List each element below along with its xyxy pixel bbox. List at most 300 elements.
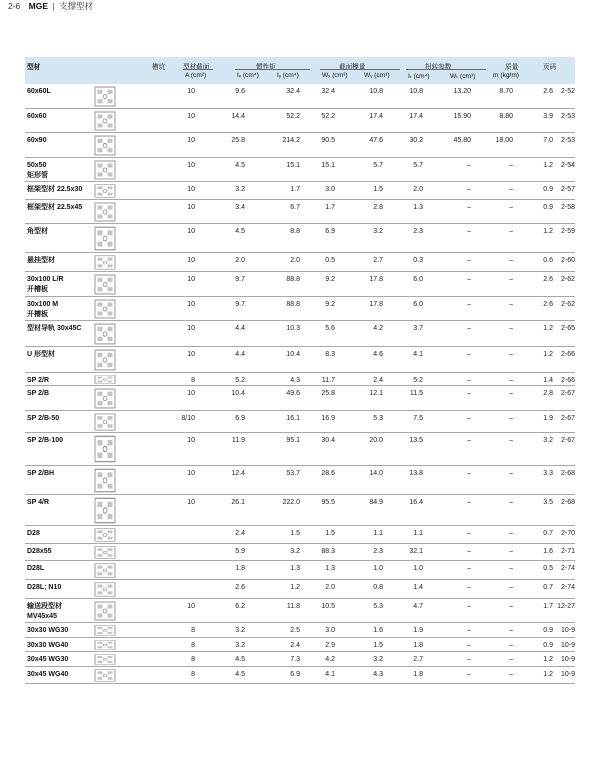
cell-a: 14.4 xyxy=(231,113,245,120)
cell-m: 3.3 xyxy=(543,470,553,477)
torsion-group-rule xyxy=(406,69,486,70)
profile-sp2r-icon xyxy=(94,375,116,386)
cell-page: 2-58 xyxy=(560,204,575,211)
cell-ix: 88.8 xyxy=(286,301,300,308)
cell-wt: – xyxy=(509,565,513,572)
cell-wt: – xyxy=(509,276,513,283)
cell-m: 0.9 xyxy=(543,642,553,649)
profile-name-line: 30x30 WG30 xyxy=(27,627,69,634)
section-title: 支撑型材 xyxy=(59,1,94,11)
cell-wt: – xyxy=(509,257,513,264)
profile-sp4r-icon xyxy=(94,497,116,526)
cell-iy: 32.4 xyxy=(321,88,335,95)
profile-d28l-n10-icon xyxy=(94,582,116,599)
cell-wt: – xyxy=(509,228,513,235)
table-row xyxy=(25,466,575,495)
cell-wx: 17.8 xyxy=(369,276,383,283)
profile-name-line: 矩形管 xyxy=(27,172,48,179)
cell-page: 10-9 xyxy=(560,671,575,678)
table-row xyxy=(25,638,575,652)
cell-ix: 222.0 xyxy=(282,499,300,506)
cell-ix: 8.8 xyxy=(290,228,300,235)
cell-page: 10-9 xyxy=(560,642,575,649)
table-row xyxy=(25,253,575,272)
cell-page: 2-66 xyxy=(560,377,575,384)
table-row xyxy=(25,495,575,526)
profile-name xyxy=(27,414,59,424)
cell-ix: 2.5 xyxy=(290,627,300,634)
cell-m: 1.2 xyxy=(543,656,553,663)
cell-it: – xyxy=(467,186,471,193)
profile-d28x55-icon xyxy=(94,546,116,561)
profile-name xyxy=(27,300,58,320)
cell-ix: 53.7 xyxy=(286,470,300,477)
profile-name-line: D28L xyxy=(27,565,45,572)
cell-it: – xyxy=(467,301,471,308)
cell-iy: 4.1 xyxy=(325,671,335,678)
header-mass: m (kg/m) xyxy=(493,72,520,79)
table-row xyxy=(25,411,575,433)
cell-it: – xyxy=(467,548,471,555)
cell-wy: 1.8 xyxy=(413,642,423,649)
header-wy: Wᵧ (cm³) xyxy=(364,72,390,79)
profile-name-line: 框架型材 22.5x45 xyxy=(27,204,83,211)
cell-m: 0.7 xyxy=(543,530,553,537)
cell-wy: 13.5 xyxy=(409,437,423,444)
profile-60x90-icon xyxy=(94,135,116,158)
cell-slot: 8 xyxy=(191,642,195,649)
cell-iy: 5.6 xyxy=(325,325,335,332)
cell-wx: 1.6 xyxy=(373,627,383,634)
cell-it: – xyxy=(467,671,471,678)
cell-wt: – xyxy=(509,584,513,591)
cell-wt: 8.70 xyxy=(499,88,513,95)
profile-sp2bh-icon xyxy=(94,468,116,495)
cell-page: 2-62 xyxy=(560,276,575,283)
cell-it: 15.90 xyxy=(453,113,471,120)
cell-wy: 5.2 xyxy=(413,377,423,384)
table-row xyxy=(25,667,575,684)
cell-iy: 10.5 xyxy=(321,603,335,610)
cell-wt: – xyxy=(509,530,513,537)
cell-wy: 2.3 xyxy=(413,228,423,235)
cell-wy: 16.4 xyxy=(409,499,423,506)
cell-wy: 11.5 xyxy=(409,390,423,397)
header-inertia-group: 惯性矩 xyxy=(256,64,276,71)
cell-wx: 4.3 xyxy=(373,671,383,678)
cell-slot: 10 xyxy=(187,88,195,95)
cell-page: 2-71 xyxy=(560,548,575,555)
cell-slot: 10 xyxy=(187,228,195,235)
cell-wt: – xyxy=(509,415,513,422)
table-row xyxy=(25,386,575,411)
cell-wy: 1.3 xyxy=(413,204,423,211)
cell-wx: 5.7 xyxy=(373,162,383,169)
table-row xyxy=(25,580,575,599)
cell-wy: 4.7 xyxy=(413,603,423,610)
cell-slot: 10 xyxy=(187,162,195,169)
cell-page: 2-67 xyxy=(560,415,575,422)
profile-name xyxy=(27,529,40,539)
cell-iy: 1.5 xyxy=(325,530,335,537)
cell-wx: 2.8 xyxy=(373,204,383,211)
cell-page: 2-57 xyxy=(560,186,575,193)
profile-name-line: U 形型材 xyxy=(27,351,55,358)
cell-wt: – xyxy=(509,642,513,649)
cell-a: 5.9 xyxy=(235,548,245,555)
cell-iy: 11.7 xyxy=(321,377,335,384)
cell-it: – xyxy=(467,162,471,169)
profile-name-line: 悬挂型材 xyxy=(27,257,55,264)
cell-iy: 8.3 xyxy=(325,351,335,358)
header-wt: Wₜ (cm³) xyxy=(450,73,476,80)
profile-name-line: D28 xyxy=(27,530,40,537)
cell-a: 26.1 xyxy=(231,499,245,506)
cell-wy: 7.5 xyxy=(413,415,423,422)
profile-name xyxy=(27,161,48,181)
cell-wy: 13.8 xyxy=(409,470,423,477)
cell-wt: – xyxy=(509,499,513,506)
cell-m: 0.9 xyxy=(543,186,553,193)
cell-a: 9.6 xyxy=(235,88,245,95)
cell-ix: 15.1 xyxy=(286,162,300,169)
cell-slot: 10 xyxy=(187,325,195,332)
table-row xyxy=(25,158,575,182)
profile-rail-30x45c-icon xyxy=(94,323,116,347)
cell-wy: 1.0 xyxy=(413,565,423,572)
profile-frame-22-5x30-icon xyxy=(94,184,116,200)
cell-ix: 52.2 xyxy=(286,113,300,120)
header-wx: Wₓ (cm³) xyxy=(322,72,348,79)
table-row xyxy=(25,224,575,253)
cell-m: 1.6 xyxy=(543,548,553,555)
profile-name xyxy=(27,389,49,399)
cell-wy: 30.2 xyxy=(409,137,423,144)
profile-name-line: 开槽板 xyxy=(27,311,48,318)
cell-wt: – xyxy=(509,470,513,477)
cell-page: 2-53 xyxy=(560,137,575,144)
profile-30x30-wg40-icon xyxy=(94,640,116,652)
cell-wy: 6.0 xyxy=(413,276,423,283)
profile-50x50-tube-icon xyxy=(94,160,116,182)
cell-wy: 32.1 xyxy=(409,548,423,555)
cell-slot: 10 xyxy=(187,137,195,144)
table-row xyxy=(25,561,575,580)
cell-wt: – xyxy=(509,603,513,610)
table-row xyxy=(25,623,575,638)
profile-60x60-icon xyxy=(94,111,116,133)
cell-wt: – xyxy=(509,627,513,634)
profile-name-line: 开槽板 xyxy=(27,286,48,293)
cell-wt: – xyxy=(509,301,513,308)
cell-it: – xyxy=(467,499,471,506)
profile-frame-22-5x45-icon xyxy=(94,202,116,224)
cell-wx: 0.8 xyxy=(373,584,383,591)
cell-m: 2.6 xyxy=(543,276,553,283)
cell-wy: 17.4 xyxy=(409,113,423,120)
profile-name-line: 30x100 L/R xyxy=(27,276,64,283)
cell-ix: 88.8 xyxy=(286,276,300,283)
header-iy: Iᵧ (cm⁴) xyxy=(277,72,299,79)
profile-name-line: SP 2/B xyxy=(27,390,50,397)
cell-a: 5.2 xyxy=(235,377,245,384)
cell-slot: 10 xyxy=(187,499,195,506)
cell-wx: 4.6 xyxy=(373,351,383,358)
cell-it: – xyxy=(467,437,471,444)
cell-slot: 10 xyxy=(187,351,195,358)
cell-ix: 16.1 xyxy=(286,415,300,422)
cell-it: – xyxy=(467,257,471,264)
cell-iy: 6.9 xyxy=(325,228,335,235)
cell-wy: 0.3 xyxy=(413,257,423,264)
cell-ix: 2.4 xyxy=(290,642,300,649)
cell-wy: 1.8 xyxy=(413,671,423,678)
profile-name xyxy=(27,376,49,386)
profile-name-line: 60x60L xyxy=(27,88,51,95)
cell-a: 3.4 xyxy=(235,204,245,211)
page-number: 2-6 xyxy=(8,1,21,11)
cell-wy: 10.8 xyxy=(409,88,423,95)
profile-name xyxy=(27,324,81,334)
header-torsion-group: 扭转参数 xyxy=(425,64,452,71)
cell-wt: – xyxy=(509,186,513,193)
section-modulus-group-rule xyxy=(320,69,400,70)
profile-name xyxy=(27,547,52,557)
cell-wy: 2.0 xyxy=(413,186,423,193)
cell-a: 9.7 xyxy=(235,301,245,308)
cell-it: – xyxy=(467,470,471,477)
cell-wx: 2.7 xyxy=(373,257,383,264)
profile-name-line: 30x30 WG40 xyxy=(27,642,69,649)
cell-iy: 2.9 xyxy=(325,642,335,649)
header-ix: Iₓ (cm⁴) xyxy=(237,72,259,79)
cell-page: 2-59 xyxy=(560,228,575,235)
cell-wy: 1.9 xyxy=(413,627,423,634)
cell-it: – xyxy=(467,530,471,537)
cell-ix: 1.5 xyxy=(290,530,300,537)
profile-name xyxy=(27,670,68,680)
cell-page: 2-70 xyxy=(560,530,575,537)
cell-a: 1.8 xyxy=(235,565,245,572)
cell-m: 2.6 xyxy=(543,301,553,308)
cell-a: 4.5 xyxy=(235,162,245,169)
series-name: MGE xyxy=(28,1,49,11)
cell-a: 6.9 xyxy=(235,415,245,422)
cell-a: 2.6 xyxy=(235,584,245,591)
cell-iy: 95.5 xyxy=(321,499,335,506)
cell-slot: 10 xyxy=(187,186,195,193)
profile-slotted-plate-m-icon xyxy=(94,299,116,321)
cell-slot: 8 xyxy=(191,377,195,384)
cell-it: – xyxy=(467,656,471,663)
table-row xyxy=(25,297,575,321)
profile-name-line: 30x45 WG40 xyxy=(27,671,69,678)
cell-slot: 8 xyxy=(191,656,195,663)
cell-m: 2.6 xyxy=(543,88,553,95)
cell-m: 1.9 xyxy=(543,415,553,422)
cell-iy: 52.2 xyxy=(321,113,335,120)
cell-ix: 3.2 xyxy=(290,548,300,555)
cell-page: 2-74 xyxy=(560,565,575,572)
cell-m: 7.0 xyxy=(543,137,553,144)
profile-d28-icon xyxy=(94,528,116,544)
cell-wy: 1.1 xyxy=(413,530,423,537)
cell-slot: 8 xyxy=(191,671,195,678)
cell-m: 1.2 xyxy=(543,228,553,235)
cell-iy: 90.5 xyxy=(321,137,335,144)
cell-slot: 8/10 xyxy=(181,415,195,422)
cell-iy: 9.2 xyxy=(325,301,335,308)
cell-ix: 49.6 xyxy=(286,390,300,397)
profile-name-line: SP 2/B-100 xyxy=(27,437,64,444)
header-mass-group: 质量 xyxy=(505,64,519,71)
cell-m: 1.2 xyxy=(543,351,553,358)
profile-name xyxy=(27,436,63,446)
table-row xyxy=(25,109,575,133)
profile-name-line: SP 2/BH xyxy=(27,470,55,477)
cell-wx: 2.3 xyxy=(373,548,383,555)
cell-ix: 4.3 xyxy=(290,377,300,384)
cell-wy: 4.1 xyxy=(413,351,423,358)
header-section-modulus-group: 截面模量 xyxy=(339,64,366,71)
profile-slotted-plate-lr-icon xyxy=(94,274,116,297)
profile-suspension-icon xyxy=(94,255,116,272)
profile-name-line: 30x100 M xyxy=(27,301,59,308)
cell-wt: 18.00 xyxy=(495,137,513,144)
cell-it: – xyxy=(467,228,471,235)
cell-a: 3.2 xyxy=(235,186,245,193)
cell-wx: 17.8 xyxy=(369,301,383,308)
profile-name xyxy=(27,655,68,665)
profile-name xyxy=(27,564,44,574)
cell-m: 3.9 xyxy=(543,113,553,120)
cell-it: – xyxy=(467,584,471,591)
cell-iy: 1.3 xyxy=(325,565,335,572)
cell-ix: 214.2 xyxy=(282,137,300,144)
cell-it: – xyxy=(467,325,471,332)
cell-it: 13.20 xyxy=(453,88,471,95)
cell-page: 2-53 xyxy=(560,113,575,120)
cell-ix: 2.0 xyxy=(290,257,300,264)
cell-page: 2-67 xyxy=(560,390,575,397)
cell-m: 1.7 xyxy=(543,603,553,610)
table-row xyxy=(25,652,575,667)
cell-page: 2-68 xyxy=(560,499,575,506)
table-row xyxy=(25,544,575,561)
cell-page: 2-65 xyxy=(560,325,575,332)
table-row xyxy=(25,373,575,386)
cell-it: – xyxy=(467,377,471,384)
cell-it: – xyxy=(467,276,471,283)
cell-m: 1.2 xyxy=(543,325,553,332)
cell-m: 1.2 xyxy=(543,162,553,169)
cell-wx: 10.8 xyxy=(369,88,383,95)
profile-name-line: SP 4/R xyxy=(27,499,50,506)
cell-slot: 10 xyxy=(187,257,195,264)
cell-m: 0.6 xyxy=(543,257,553,264)
profile-name xyxy=(27,227,48,237)
profile-name xyxy=(27,469,54,479)
cell-wt: – xyxy=(509,671,513,678)
cell-slot: 8 xyxy=(191,627,195,634)
cell-wx: 5.3 xyxy=(373,603,383,610)
header-it: Iₜ (cm⁴) xyxy=(408,73,430,80)
header-separator: | xyxy=(52,1,55,11)
header-area-group: 型材截面 xyxy=(183,64,210,71)
cell-a: 9.7 xyxy=(235,276,245,283)
cell-iy: 88.3 xyxy=(321,548,335,555)
cell-m: 2.8 xyxy=(543,390,553,397)
profile-name xyxy=(27,583,61,593)
cell-iy: 3.0 xyxy=(325,627,335,634)
header-area: A (cm²) xyxy=(185,72,207,79)
cell-a: 12.4 xyxy=(231,470,245,477)
table-row xyxy=(25,84,575,109)
cell-slot: 10 xyxy=(187,113,195,120)
cell-a: 6.2 xyxy=(235,603,245,610)
profile-sp2b-icon xyxy=(94,388,116,411)
cell-iy: 9.2 xyxy=(325,276,335,283)
cell-page: 2-62 xyxy=(560,301,575,308)
cell-wt: – xyxy=(509,656,513,663)
cell-wx: 20.0 xyxy=(369,437,383,444)
cell-iy: 30.4 xyxy=(321,437,335,444)
profile-name-line: D28x55 xyxy=(27,548,52,555)
cell-it: – xyxy=(467,204,471,211)
cell-it: – xyxy=(467,415,471,422)
cell-a: 4.5 xyxy=(235,671,245,678)
cell-a: 4.5 xyxy=(235,228,245,235)
cell-wx: 5.3 xyxy=(373,415,383,422)
table-row xyxy=(25,347,575,373)
cell-wx: 3.2 xyxy=(373,656,383,663)
cell-it: – xyxy=(467,642,471,649)
cell-page: 2-68 xyxy=(560,470,575,477)
table-row xyxy=(25,200,575,224)
profile-30x45-wg30-icon xyxy=(94,654,116,667)
cell-m: 1.2 xyxy=(543,671,553,678)
cell-iy: 25.8 xyxy=(321,390,335,397)
profile-mv45x45-icon xyxy=(94,601,116,623)
profile-data-table xyxy=(25,57,575,684)
cell-ix: 1.7 xyxy=(290,186,300,193)
page-header xyxy=(8,1,93,12)
profile-name xyxy=(27,112,46,122)
profile-name-line: 30x45 WG30 xyxy=(27,656,69,663)
cell-page: 2-54 xyxy=(560,162,575,169)
cell-a: 4.4 xyxy=(235,351,245,358)
cell-wy: 1.4 xyxy=(413,584,423,591)
profile-name-line: 型材导轨 30x45C xyxy=(27,325,82,332)
profile-name xyxy=(27,602,62,622)
cell-iy: 16.9 xyxy=(321,415,335,422)
cell-slot: 10 xyxy=(187,390,195,397)
cell-wx: 47.6 xyxy=(369,137,383,144)
cell-iy: 2.0 xyxy=(325,584,335,591)
profile-name xyxy=(27,203,82,213)
cell-a: 25.8 xyxy=(231,137,245,144)
profile-name xyxy=(27,185,82,195)
cell-wx: 4.2 xyxy=(373,325,383,332)
cell-wy: 2.7 xyxy=(413,656,423,663)
header-profile: 型材 xyxy=(27,64,41,71)
profile-d28l-icon xyxy=(94,563,116,580)
cell-ix: 1.2 xyxy=(290,584,300,591)
profile-30x45-wg40-icon xyxy=(94,669,116,684)
area-group-rule xyxy=(183,69,213,70)
cell-wx: 1.5 xyxy=(373,186,383,193)
cell-wt: – xyxy=(509,437,513,444)
